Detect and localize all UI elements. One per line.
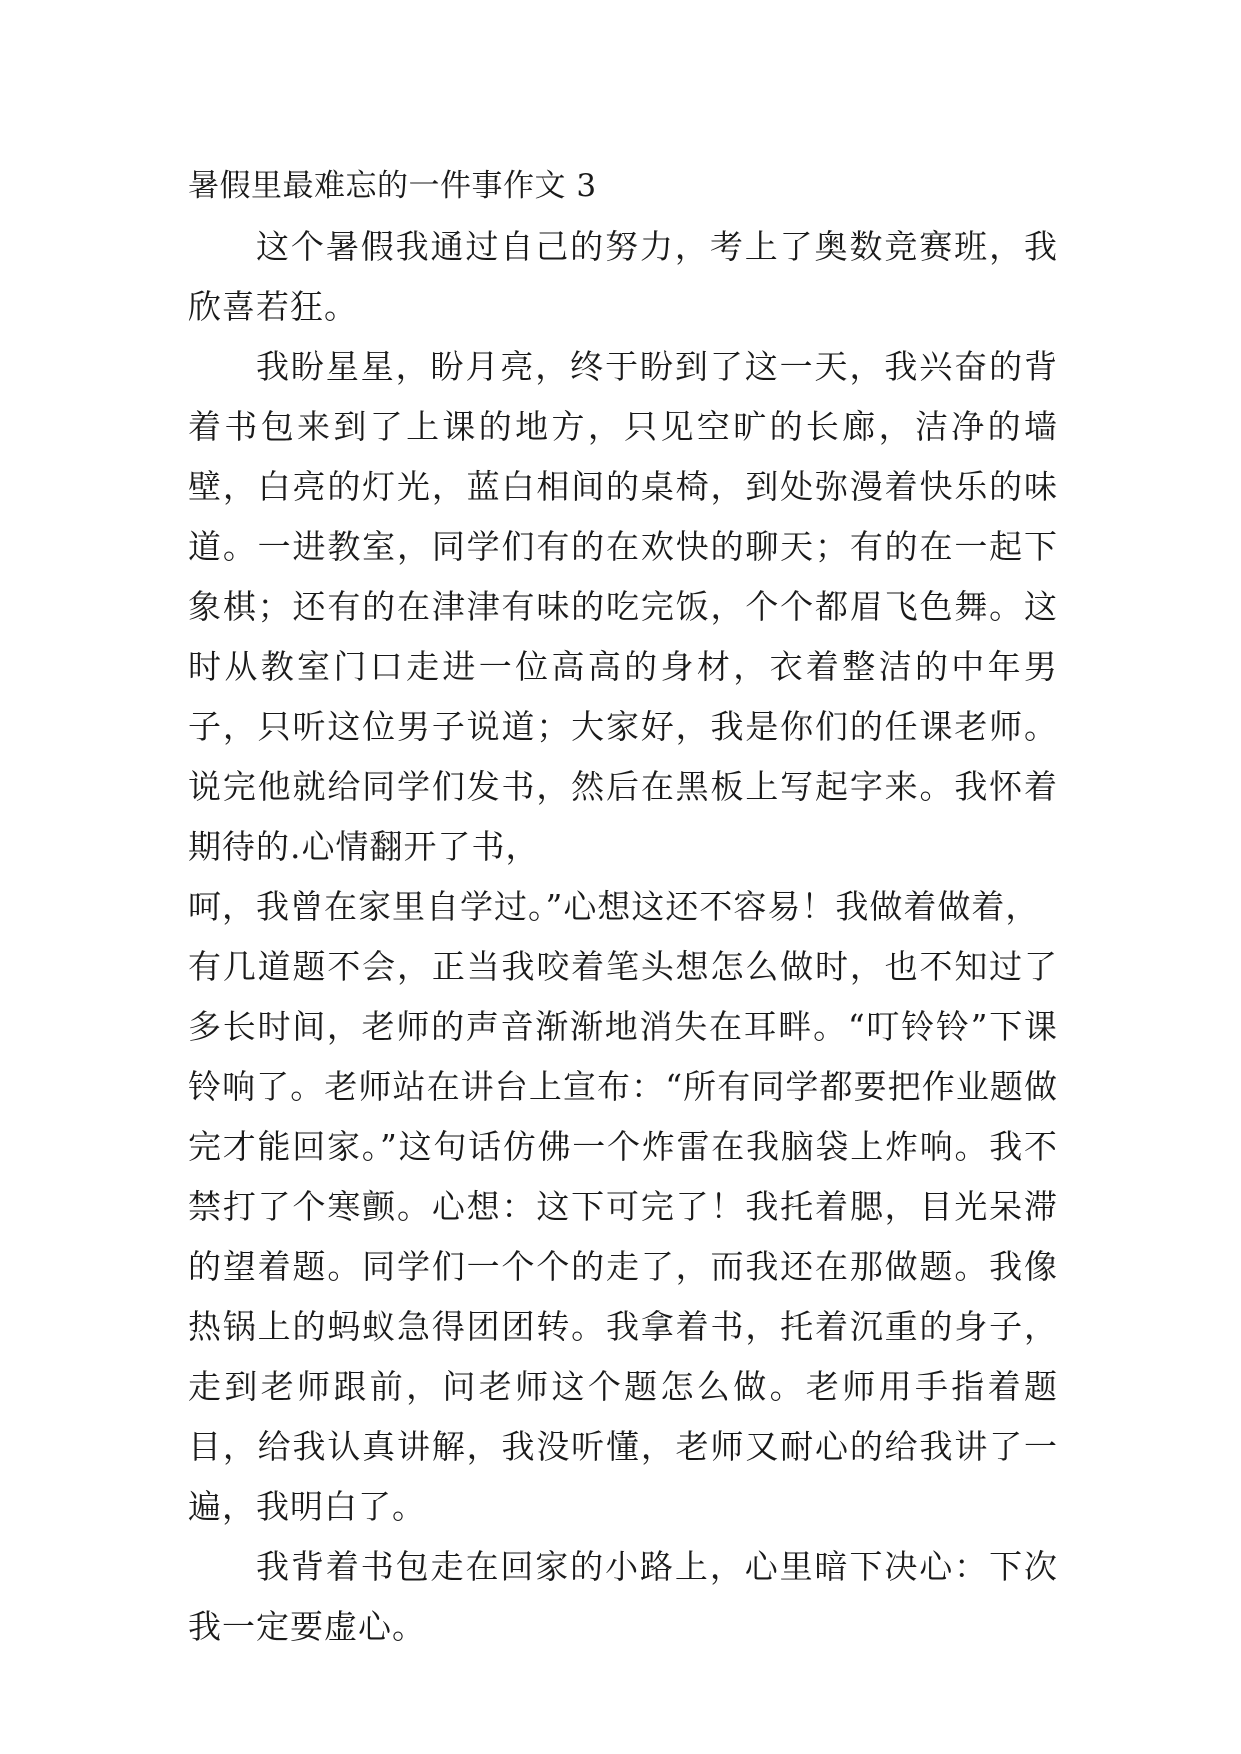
- paragraph-4: 有几道题不会，正当我咬着笔头想怎么做时，也不知过了多长时间，老师的声音渐渐地消失在耳畔。“叮铃铃”下课铃响了。老师站在讲台上宣布：“所有同学都要把作业题做完才能回家。”这句话仿佛一个炸雷在我脑袋上炸响。我不禁打了个寒颤。心想：这下可完了！我托着腮，目光呆滞的望着题。同学们一个个的走了，而我还在那做题。我像热锅上的蚂蚁急得团团转。我拿着书，托着沉重的身子，走到老师跟前，问老师这个题怎么做。老师用手指着题目，给我认真讲解，我没听懂，老师又耐心的给我讲了一遍，我明白了。: [188, 947, 1058, 1526]
- document-title: 暑假里最难忘的一件事作文 3: [188, 168, 597, 204]
- paragraph-1: 这个暑假我通过自己的努力，考上了奥数竞赛班，我欣喜若狂。: [188, 227, 1058, 326]
- document-body: [188, 165, 1058, 1657]
- paragraph-5: 我背着书包走在回家的小路上，心里暗下决心：下次我一定要虚心。: [188, 1547, 1058, 1646]
- paragraph-3: 呵，我曾在家里自学过。”心想这还不容易！我做着做着，: [188, 887, 1040, 926]
- paragraph-2: 我盼星星，盼月亮，终于盼到了这一天，我兴奋的背着书包来到了上课的地方，只见空旷的长廊，洁净的墙壁，白亮的灯光，蓝白相间的桌椅，到处弥漫着快乐的味道。一进教室，同学们有的在欢快的聊天；有的在一起下象棋；还有的在津津有味的吃完饭，个个都眉飞色舞。这时从教室门口走进一位高高的身材，衣着整洁的中年男子，只听这位男子说道；大家好，我是你们的任课老师。说完他就给同学们发书，然后在黑板上写起字来。我怀着期待的.心情翻开了书，: [188, 347, 1058, 866]
